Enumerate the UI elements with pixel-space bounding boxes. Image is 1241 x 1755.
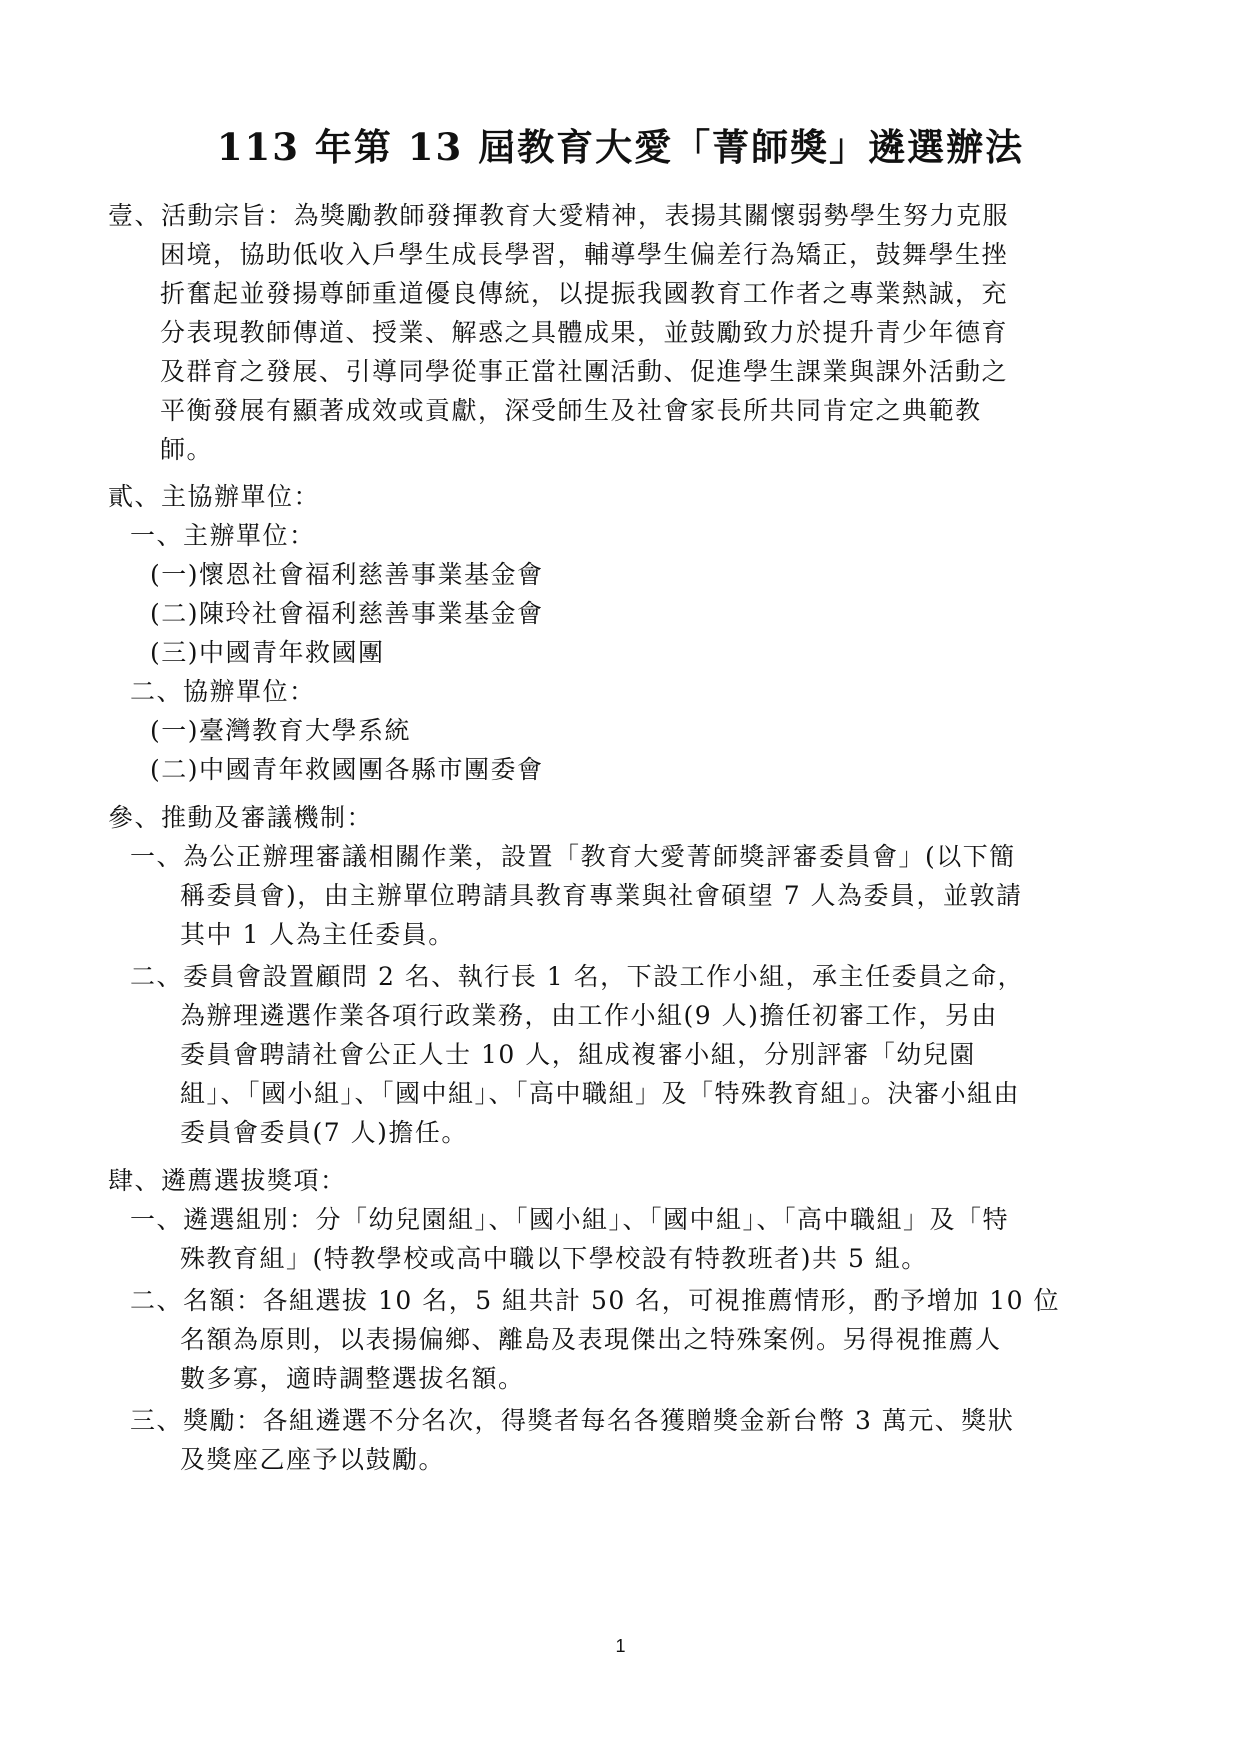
paragraph-line: 委員會委員(7 人)擔任。 xyxy=(180,1118,468,1147)
paragraph-line: 一、為公正辦理審議相關作業，設置「教育大愛菁師獎評審委員會」(以下簡 xyxy=(130,842,1016,871)
list-item: (二)陳玲社會福利慈善事業基金會 xyxy=(150,599,544,628)
section-heading: 肆、遴薦選拔獎項： xyxy=(108,1166,347,1195)
paragraph-line: 折奮起並發揚尊師重道優良傳統，以提振我國教育工作者之專業熱誠，充 xyxy=(160,279,1009,308)
section-heading: 參、推動及審議機制： xyxy=(108,803,374,832)
paragraph-line: 數多寡，適時調整選拔名額。 xyxy=(180,1364,525,1393)
paragraph-line: 其中 1 人為主任委員。 xyxy=(180,920,455,949)
paragraph-line: 及獎座乙座予以鼓勵。 xyxy=(180,1445,446,1474)
paragraph-line: 二、名額：各組選拔 10 名，5 組共計 50 名，可視推薦情形，酌予增加 10 位 xyxy=(130,1286,1060,1315)
subsection-heading: 一、主辦單位： xyxy=(130,521,316,550)
paragraph-line: 三、獎勵：各組遴選不分名次，得獎者每名各獲贈獎金新台幣 3 萬元、獎狀 xyxy=(130,1406,1015,1435)
paragraph-line: 分表現教師傳道、授業、解惑之具體成果，並鼓勵致力於提升青少年德育 xyxy=(160,318,1009,347)
subsection-heading: 二、協辦單位： xyxy=(130,677,316,706)
paragraph-line: 委員會聘請社會公正人士 10 人，組成複審小組，分別評審「幼兒園 xyxy=(180,1040,976,1069)
paragraph-line: 平衡發展有顯著成效或貢獻，深受師生及社會家長所共同肯定之典範教 xyxy=(160,396,982,425)
paragraph-line: 一、遴選組別：分「幼兒園組」、「國小組」、「國中組」、「高中職組」及「特 xyxy=(130,1205,1010,1234)
list-item: (三)中國青年救國團 xyxy=(150,638,385,667)
paragraph-line: 組」、「國小組」、「國中組」、「高中職組」及「特殊教育組」。決審小組由 xyxy=(180,1079,1021,1108)
paragraph-line: 及群育之發展、引導同學從事正當社團活動、促進學生課業與課外活動之 xyxy=(160,357,1009,386)
list-item: (二)中國青年救國團各縣市團委會 xyxy=(150,755,544,784)
paragraph-line: 稱委員會)，由主辦單位聘請具教育專業與社會碩望 7 人為委員，並敦請 xyxy=(180,881,1023,910)
paragraph-line: 殊教育組」(特教學校或高中職以下學校設有特教班者)共 5 組。 xyxy=(180,1244,928,1273)
paragraph-line: 為辦理遴選作業各項行政業務，由工作小組(9 人)擔任初審工作，另由 xyxy=(180,1001,998,1030)
paragraph-line: 困境，協助低收入戶學生成長學習，輔導學生偏差行為矯正，鼓舞學生挫 xyxy=(160,240,1009,269)
paragraph-line: 二、委員會設置顧問 2 名、執行長 1 名，下設工作小組，承主任委員之命， xyxy=(130,962,1025,991)
paragraph-line: 名額為原則，以表揚偏鄉、離島及表現傑出之特殊案例。另得視推薦人 xyxy=(180,1325,1002,1354)
paragraph-line: 壹、活動宗旨：為獎勵教師發揮教育大愛精神，表揚其關懷弱勢學生努力克服 xyxy=(108,201,1010,230)
list-item: (一)懷恩社會福利慈善事業基金會 xyxy=(150,560,544,589)
section-heading: 貳、主協辦單位： xyxy=(108,482,321,511)
page-number: 1 xyxy=(615,1636,626,1656)
list-item: (一)臺灣教育大學系統 xyxy=(150,716,412,745)
paragraph-line: 師。 xyxy=(160,435,214,464)
document-title: 113 年第 13 屆教育大愛「菁師獎」遴選辦法 xyxy=(216,125,1025,169)
